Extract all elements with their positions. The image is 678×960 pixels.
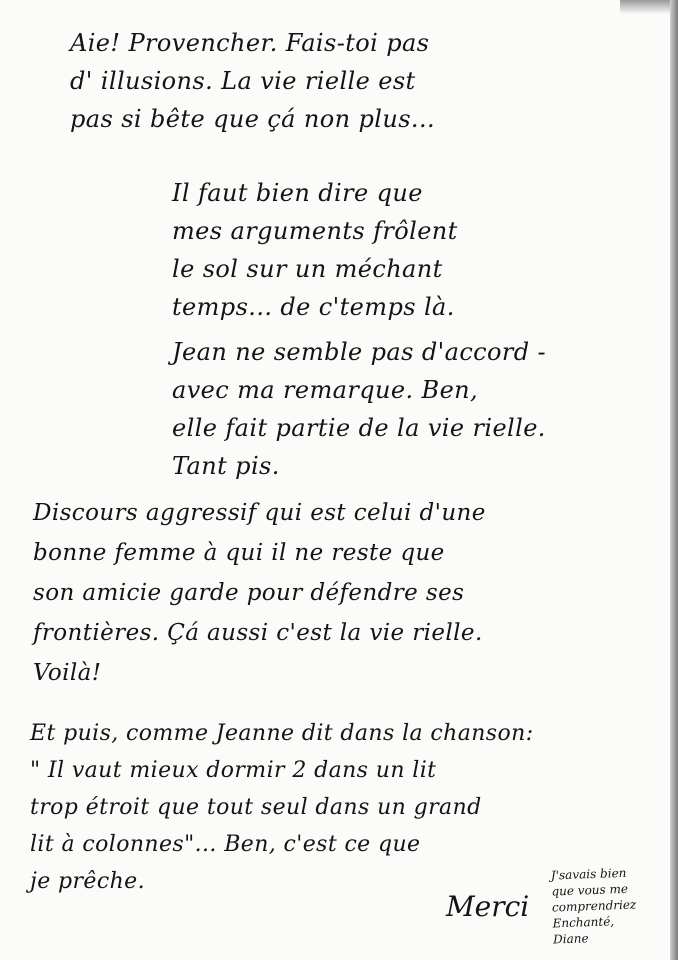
note-line: Enchanté, — [552, 914, 615, 931]
text-line: temps... de c'temps là. — [172, 293, 455, 321]
text-line: trop étroit que tout seul dans un grand — [30, 795, 482, 820]
text-line: Aie! Provencher. Fais-toi pas — [70, 29, 430, 57]
paragraph-5 — [30, 715, 534, 900]
text-line: pas si bête que çá non plus... — [70, 105, 436, 133]
text-line: lit à colonnes"... Ben, c'est ce que — [30, 832, 421, 857]
text-line: je prêche. — [30, 869, 145, 894]
text-line: Discours aggressif qui est celui d'une — [33, 500, 486, 526]
text-line: bonne femme à qui il ne reste que — [33, 540, 445, 566]
page-edge-shadow — [670, 0, 678, 960]
paragraph-1 — [70, 24, 435, 138]
note-line: J'savais bien — [550, 865, 627, 883]
text-line: d' illusions. La vie rielle est — [70, 67, 416, 95]
text-line: Et puis, comme Jeanne dit dans la chanson: — [30, 721, 534, 746]
text-line: Tant pis. — [172, 452, 280, 480]
paragraph-2 — [172, 174, 458, 326]
closing-merci: Merci — [446, 890, 530, 923]
note-line: comprendriez — [551, 897, 637, 915]
text-line: " Il vaut mieux dormir 2 dans un lit — [30, 758, 437, 783]
text-line: le sol sur un méchant — [172, 255, 443, 283]
text-line: Voilà! — [33, 660, 102, 686]
margin-note — [551, 865, 638, 948]
paragraph-4 — [33, 493, 486, 693]
paragraph-3 — [172, 333, 546, 485]
text-line: Il faut bien dire que — [172, 179, 423, 207]
text-line: son amicie garde pour défendre ses — [33, 580, 465, 606]
note-line: Diane — [552, 931, 589, 947]
text-line: avec ma remarque. Ben, — [172, 376, 479, 404]
note-line: que vous me — [551, 881, 629, 899]
text-line: elle fait partie de la vie rielle. — [172, 414, 546, 442]
text-line: Jean ne semble pas d'accord - — [172, 338, 547, 366]
text-line: frontières. Çá aussi c'est la vie rielle. — [33, 620, 483, 646]
text-line: mes arguments frôlent — [172, 217, 458, 245]
